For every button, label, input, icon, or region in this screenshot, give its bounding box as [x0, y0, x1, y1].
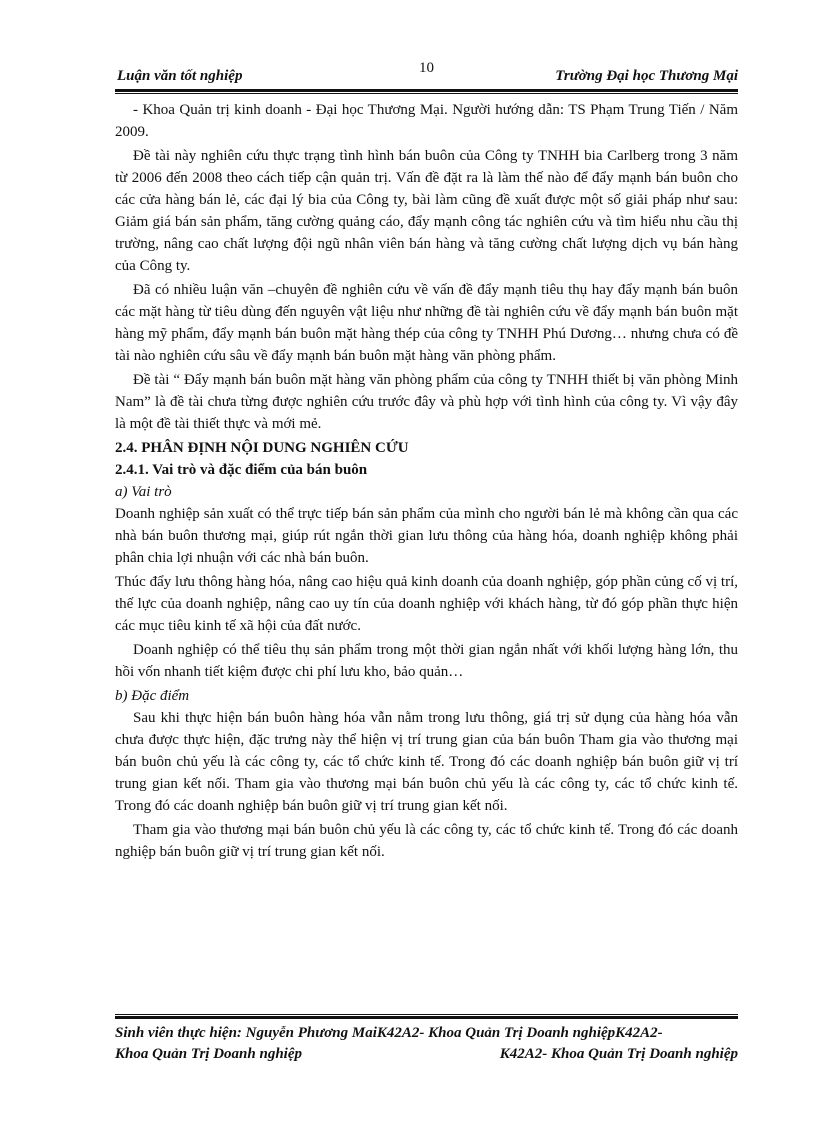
sub-a-heading: a) Vai trò	[115, 484, 172, 500]
document-body	[115, 99, 738, 865]
footer-line-2-left: Khoa Quản Trị Doanh nghiệp	[115, 1046, 303, 1062]
paragraph: Doanh nghiệp sản xuất có thể trực tiếp bán sản phẩm của mình cho người bán lẻ mà không cần qua các nhà bán buôn thương mại, giúp rút ngắn thời gian lưu thông của hàng hóa, doanh nghiệp không phải phân chia lợi nhuận với các nhà bán buôn.	[115, 506, 738, 566]
footer-line-1: Sinh viên thực hiện: Nguyễn Phương MaiK42A2- Khoa Quản Trị Doanh nghiệpK42A2-	[115, 1025, 663, 1041]
page-footer	[115, 1023, 738, 1065]
paragraph: Đề tài “ Đẩy mạnh bán buôn mặt hàng văn phòng phẩm của công ty TNHH thiết bị văn phòng Minh Nam” là đề tài chưa từng được nghiên cứu trước đây và phù hợp với tình hình của công ty. Vì vậy đây là một đề tài thiết thực và mới mẻ.	[115, 372, 738, 432]
page-number: 10	[419, 60, 434, 76]
footer-line-2-right: K42A2- Khoa Quản Trị Doanh nghiệp	[499, 1046, 738, 1062]
header-left-title: Luận văn tốt nghiệp	[117, 68, 243, 84]
paragraph: Tham gia vào thương mại bán buôn chủ yếu là các công ty, các tổ chức kinh tế. Trong đó các doanh nghiệp bán buôn giữ vị trí trung gian kết nối.	[115, 822, 738, 860]
paragraph: Doanh nghiệp có thể tiêu thụ sản phẩm trong một thời gian ngắn nhất với khối lượng hàng lớn, thu hồi vốn nhanh tiết kiệm được chi phí lưu kho, bảo quản…	[115, 642, 738, 680]
sub-b-heading: b) Đặc điểm	[115, 688, 190, 704]
footer-line-2	[115, 1044, 738, 1065]
paragraph: Đề tài này nghiên cứu thực trạng tình hình bán buôn của Công ty TNHH bia Carlberg trong 3 năm từ 2006 đến 2008 theo cách tiếp cận quản trị. Vấn đề đặt ra là làm thế nào để đẩy mạnh bán buôn cho các cửa hàng bán lẻ, các đại lý bia của Công ty, bài làm cũng đề xuất được một số giải pháp như sau: Giảm giá bán sản phẩm, tăng cường quảng cáo, đẩy mạnh công tác nghiên cứu và tìm hiểu nhu cầu thị trường, nâng cao chất lượng đội ngũ nhân viên bán hàng và tăng cường chất lượng dịch vụ bán hàng của Công ty.	[115, 148, 738, 274]
paragraph: Thúc đẩy lưu thông hàng hóa, nâng cao hiệu quả kinh doanh của doanh nghiệp, góp phần củng cố vị trí, thế lực của doanh nghiệp, nâng cao uy tín của doanh nghiệp với khách hàng, từ đó góp phần thực hiện các mục tiêu kinh tế xã hội của đất nước.	[115, 574, 738, 634]
footer-rule	[115, 1014, 738, 1019]
paragraph: - Khoa Quản trị kinh doanh - Đại học Thương Mại. Người hướng dẫn: TS Phạm Trung Tiến / Năm 2009.	[115, 102, 738, 140]
paragraph: Đã có nhiều luận văn –chuyên đề nghiên cứu về vấn đề đẩy mạnh tiêu thụ hay đẩy mạnh bán buôn các mặt hàng từ tiêu dùng đến nguyên vật liệu như những đề tài nghiên cứu về đẩy mạnh bán buôn mặt hàng mỹ phẩm, đẩy mạnh bán buôn mặt hàng thép của công ty TNHH Phú Dương… nhưng chưa có đề tài nào nghiên cứu sâu về đẩy mạnh bán buôn mặt hàng văn phòng phẩm.	[115, 282, 738, 364]
page-header	[115, 68, 738, 88]
subsection-heading: 2.4.1. Vai trò và đặc điểm của bán buôn	[115, 462, 368, 478]
header-rule	[115, 89, 738, 94]
paragraph: Sau khi thực hiện bán buôn hàng hóa vẫn nằm trong lưu thông, giá trị sử dụng của hàng hóa vẫn chưa được thực hiện, đặc trưng này thể hiện vị trí trung gian của bán buôn Tham gia vào thương mại bán buôn chủ yếu là các công ty, các tổ chức kinh tế. Trong đó các doanh nghiệp bán buôn giữ vị trí trung gian kết nối. Tham gia vào thương mại bán buôn chủ yếu là các công ty, các tổ chức kinh tế. Trong đó các doanh nghiệp bán buôn giữ vị trí trung gian kết nối.	[115, 710, 738, 814]
section-heading: 2.4. PHÂN ĐỊNH NỘI DUNG NGHIÊN CỨU	[115, 440, 409, 456]
header-right-title: Trường Đại học Thương Mại	[555, 68, 738, 84]
